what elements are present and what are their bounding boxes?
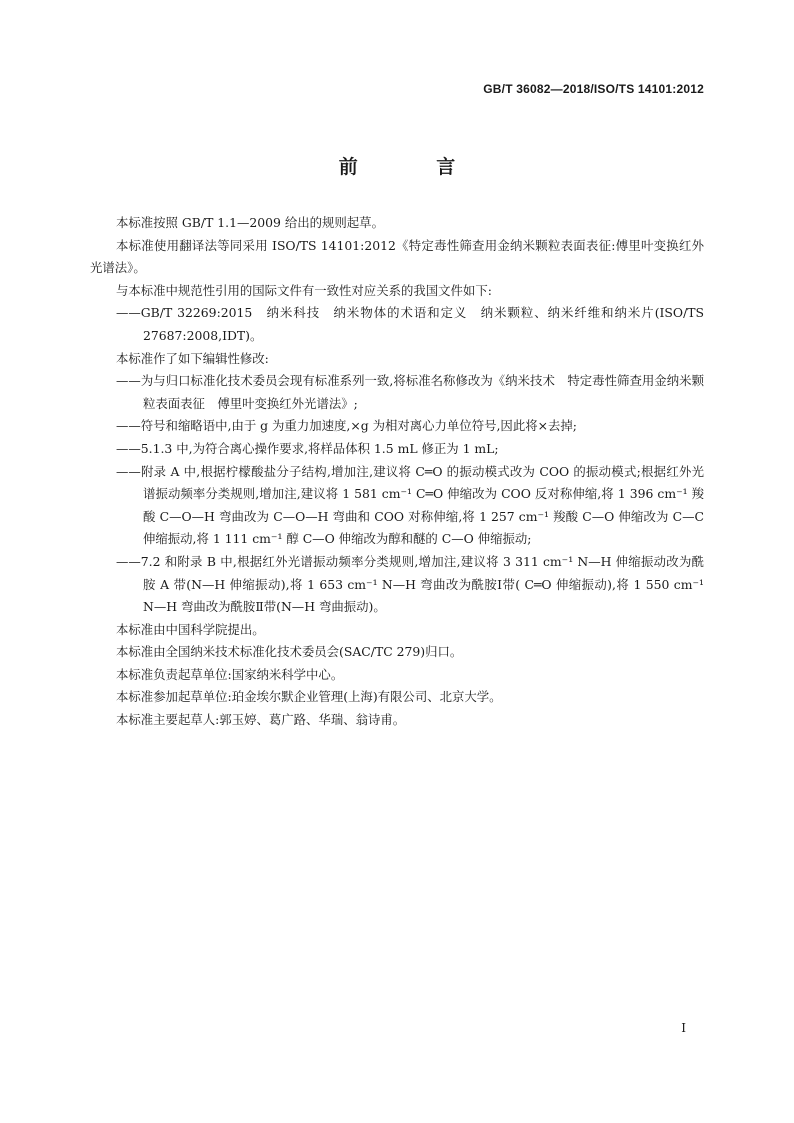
paragraph-correspondence: 与本标准中规范性引用的国际文件有一致性对应关系的我国文件如下: [116,282,492,298]
paragraph-drafting-rules: 本标准按照 GB/T 1.1—2009 给出的规则起草。 [116,215,384,230]
paragraph-editorial-changes: 本标准作了如下编辑性修改: [116,350,269,366]
paragraph-adoption: 本标准使用翻译法等同采用 ISO/TS 14101:2012《特定毒性筛查用金纳米颗粒表面表征:傅里叶变换红外光谱法》。 [90,237,704,276]
paragraph-participating-drafters: 本标准参加起草单位:珀金埃尔默企业管理(上海)有限公司、北京大学。 [116,689,502,705]
paragraph-main-drafters: 本标准主要起草人:郭玉婷、葛广路、华瑞、翁诗甫。 [116,712,406,728]
paragraph-proposer: 本标准由中国科学院提出。 [116,621,265,637]
list-item-title-change: ——为与归口标准化技术委员会现有标准系列一致,将标准名称修改为《纳米技术 特定毒性筛查用金纳米颗粒表面表征 傅里叶变换红外光谱法》; [116,373,704,411]
list-item-annex-a-note: ——附录 A 中,根据柠檬酸盐分子结构,增加注,建议将 C═O 的振动模式改为 COO 的振动模式;根据红外光谱振动频率分类规则,增加注,建议将 1 581 cm⁻¹ C═O 伸缩改为 COO 反对称伸缩,将 1 396 cm⁻¹ 羧酸 C—O—H 弯曲改为 C—O—H 弯曲和 COO 对称伸缩,将 1 257 cm⁻¹ 羧酸 C—O 伸缩改为 C—C 伸缩振动,将 1 111 cm⁻¹ 醇 C—O 伸缩改为醇和醚的 C—O 伸缩振动; [116,463,704,547]
page-title: 前 言 [338,156,492,178]
list-item-gbt-32269: ——GB/T 32269:2015 纳米科技 纳米物体的术语和定义 纳米颗粒、纳米纤维和纳米片(ISO/TS 27687:2008,IDT)。 [116,305,704,343]
standard-code-header: GB/T 36082—2018/ISO/TS 14101:2012 [483,82,704,96]
paragraph-lead-drafter: 本标准负责起草单位:国家纳米科学中心。 [116,666,344,682]
list-item-volume-change: ——5.1.3 中,为符合离心操作要求,将样品体积 1.5 mL 修正为 1 mL; [116,440,499,456]
paragraph-committee: 本标准由全国纳米技术标准化技术委员会(SAC/TC 279)归口。 [116,644,463,660]
list-item-symbol-change: ——符号和缩略语中,由于 g 为重力加速度,×g 为相对离心力单位符号,因此将×去掉; [116,418,577,434]
foreword-body [90,212,704,732]
page-number: I [681,1021,686,1035]
list-item-annex-b-note: ——7.2 和附录 B 中,根据红外光谱振动频率分类规则,增加注,建议将 3 311 cm⁻¹ N—H 伸缩振动改为酰胺 A 带(N—H 伸缩振动),将 1 653 cm⁻¹ N—H 弯曲改为酰胺Ⅰ带( C═O 伸缩振动),将 1 550 cm⁻¹ N—H 弯曲改为酰胺Ⅱ带(N—H 弯曲振动)。 [116,553,704,615]
